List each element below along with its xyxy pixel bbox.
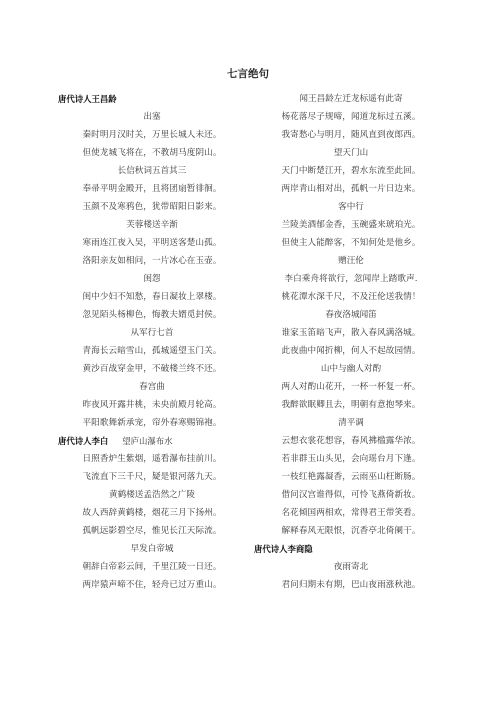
poem-line: 君问归期未有期，巴山夜雨涨秋池。 (281, 580, 421, 590)
poem-line: 青海长云暗雪山，孤城遥望玉门关。 (82, 346, 222, 356)
poem-title: 清平调 (338, 418, 364, 428)
poem-line: 两岸青山相对出，孤帆一片日边来。 (281, 184, 421, 194)
poem-line: 一枝红艳露凝香，云雨巫山枉断肠。 (281, 472, 421, 482)
poem-title: 春夜洛城闻笛 (325, 310, 377, 320)
poem-line: 闺中少妇不知愁，春日凝妆上翠楼。 (82, 292, 222, 302)
poem-line: 若非群玉山头见，会向瑶台月下逢。 (281, 454, 421, 464)
poem-line: 此夜曲中闻折柳，何人不起故园情。 (281, 346, 421, 356)
poem-line: 李白乘舟将欲行，忽闻岸上踏歌声. (284, 274, 418, 284)
poem-line: 但使主人能醉客，不知何处是他乡。 (281, 238, 421, 248)
poem-title: 黄鹤楼送孟浩然之广陵 (109, 490, 195, 500)
poem-line: 秦时明月汉时关，万里长城人未还。 (82, 130, 222, 140)
poem-line: 我醉欲眠卿且去，明朝有意抱琴来。 (281, 400, 421, 410)
poem-line: 借问汉宫谁得似，可怜飞燕倚新妆。 (281, 490, 421, 500)
poem-line: 桃花潭水深千尺，不及汪伦送我情！ (281, 292, 421, 302)
poem-line: 天门中断楚江开，碧水东流至此回。 (281, 166, 421, 176)
poem-line: 两人对酌山花开，一杯一杯复一杯。 (281, 382, 421, 392)
poem-line: 寒雨连江夜入吴，平明送客楚山孤。 (82, 238, 222, 248)
section-heading-row (58, 432, 246, 450)
poem-line: 两岸猿声啼不住，轻舟已过万重山。 (82, 580, 222, 590)
poem-line: 我寄愁心与明月，随风直到夜郎西。 (281, 130, 421, 140)
poem-title: 客中行 (338, 202, 364, 212)
poem-line: 奉帚平明金殿开，且将团扇暂徘徊。 (82, 184, 222, 194)
section-heading: 唐代诗人王昌龄 (58, 94, 117, 104)
poem-line: 日照香炉生紫烟，遥看瀑布挂前川。 (82, 454, 222, 464)
section-heading: 唐代诗人李商隐 (254, 544, 313, 554)
poem-line: 飞流直下三千尺，疑是银河落九天。 (82, 472, 222, 482)
poem-line: 孤帆远影碧空尽，惟见长江天际流。 (82, 526, 222, 536)
poem-title: 长信秋词五首其三 (117, 166, 187, 176)
poem-line: 解释春风无限恨，沉香亭北倚阑干。 (281, 526, 421, 536)
left-column (58, 90, 246, 594)
poem-title: 赠汪伦 (338, 256, 364, 266)
poem-line: 昨夜风开露井桃，未央前殿月轮高。 (82, 400, 222, 410)
poem-line: 故人西辞黄鹤楼，烟花三月下扬州。 (82, 508, 222, 518)
poem-title: 出塞 (143, 112, 161, 122)
page-title: 七言绝句 (227, 68, 269, 80)
poem-title: 闺怨 (143, 274, 161, 284)
poem-line: 玉颜不及寒鸦色，犹带昭阳日影来。 (82, 202, 222, 212)
poem-line: 忽见陌头杨柳色，悔教夫婿觅封侯。 (82, 310, 222, 320)
poem-line: 杨花落尽子规啼，闻道龙标过五溪。 (281, 112, 421, 122)
poem-line: 云想衣裳花想容，春风拂槛露华浓。 (281, 436, 421, 446)
poem-line: 朝辞白帝彩云间，千里江陵一日还。 (82, 562, 222, 572)
poem-title: 山中与幽人对酌 (320, 364, 382, 374)
poem-line: 但使龙城飞将在，不教胡马度阴山。 (82, 148, 222, 158)
poem-line: 洛阳亲友如相问，一片冰心在玉壶。 (82, 256, 222, 266)
poem-line: 兰陵美酒郁金香，玉碗盛来琥珀光。 (281, 220, 421, 230)
poem-line: 名花倾国两相欢，常得君王带笑看。 (281, 508, 421, 518)
right-column (254, 90, 448, 594)
poem-line: 平阳歌舞新承宠，帘外春寒赐锦袍。 (82, 418, 222, 428)
poem-title: 春宫曲 (139, 382, 165, 392)
poem-line: 谁家玉笛暗飞声，散入春风满洛城。 (281, 328, 421, 338)
poem-title: 从军行七首 (130, 328, 174, 338)
poem-title: 夜雨寄北 (333, 562, 369, 572)
poem-title: 早发白帝城 (130, 544, 174, 554)
poem-line: 黄沙百战穿金甲，不破楼兰终不还。 (82, 364, 222, 374)
section-heading: 唐代诗人李白 (58, 436, 109, 446)
poem-title: 芙蓉楼送辛渐 (126, 220, 178, 230)
poem-title: 闻王昌龄左迁龙标遥有此寄 (299, 94, 403, 104)
poem-title: 望天门山 (333, 148, 369, 158)
poem-title: 望庐山瀑布水 (122, 436, 173, 446)
